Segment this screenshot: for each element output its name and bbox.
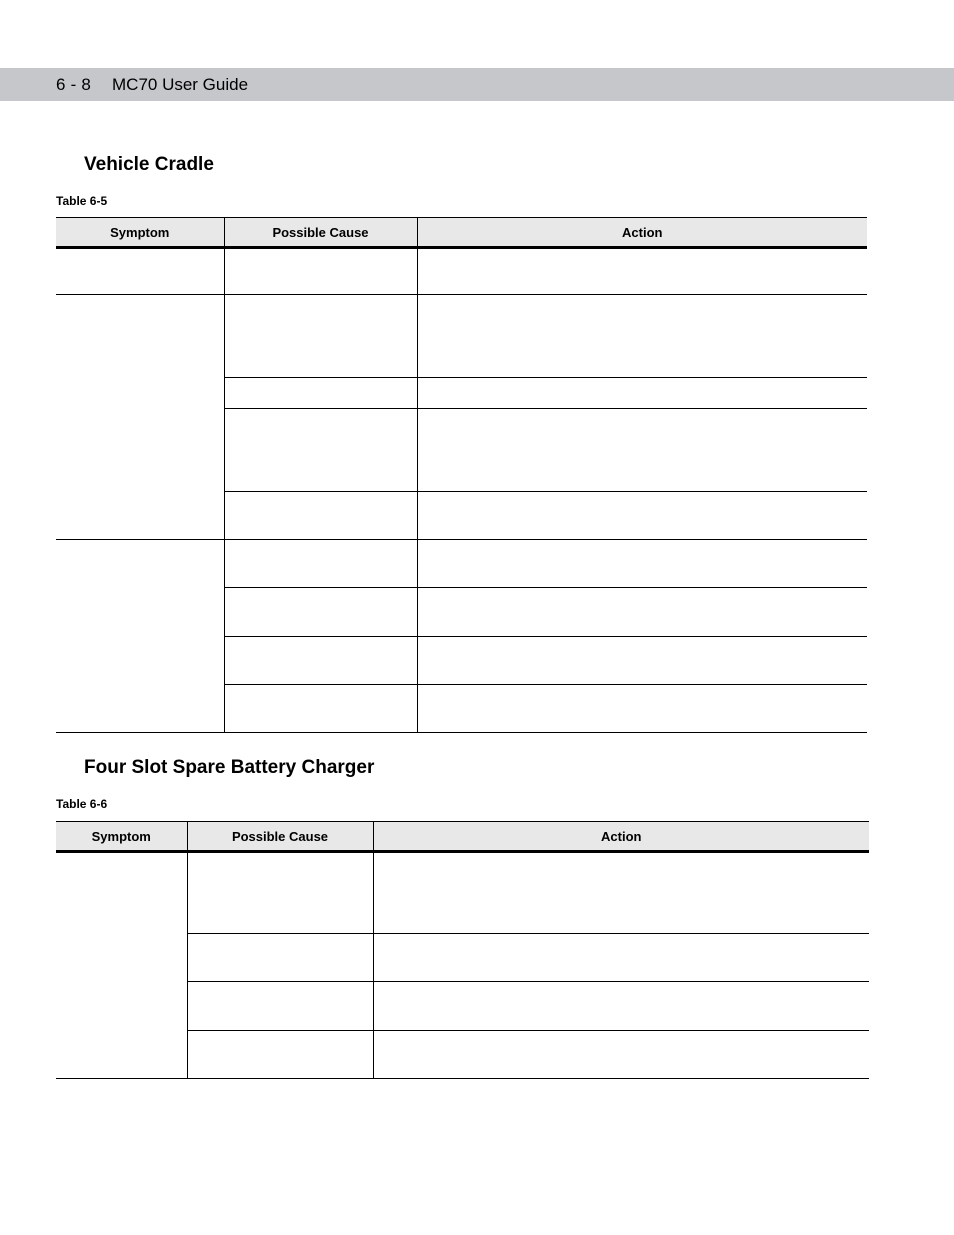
action-cell <box>373 934 869 982</box>
action-cell <box>373 982 869 1031</box>
action-cell <box>373 852 869 934</box>
table-caption-6-5: Table 6-5 <box>56 194 108 208</box>
symptom-cell <box>56 852 187 1079</box>
possible-cause-cell <box>187 982 373 1031</box>
possible-cause-cell <box>224 295 417 378</box>
guide-title: MC70 User Guide <box>112 75 249 94</box>
symptom-cell <box>56 540 224 733</box>
possible-cause-cell <box>224 248 417 295</box>
possible-cause-cell <box>224 637 417 685</box>
section-heading-four-slot-charger: Four Slot Spare Battery Charger <box>84 757 375 778</box>
possible-cause-cell <box>187 852 373 934</box>
column-header-possible-cause: Possible Cause <box>187 822 373 852</box>
action-cell <box>417 378 867 409</box>
table-row <box>56 295 867 378</box>
possible-cause-cell <box>224 685 417 733</box>
column-header-symptom: Symptom <box>56 218 224 248</box>
possible-cause-cell <box>224 378 417 409</box>
page-number: 6 - 8 <box>56 75 92 94</box>
possible-cause-cell <box>224 409 417 492</box>
table-row <box>56 248 867 295</box>
action-cell <box>417 540 867 588</box>
possible-cause-cell <box>187 1031 373 1079</box>
action-cell <box>417 295 867 378</box>
action-cell <box>417 492 867 540</box>
possible-cause-cell <box>187 934 373 982</box>
table-row <box>56 852 869 934</box>
symptom-cell <box>56 248 224 295</box>
table-header-row <box>56 822 869 852</box>
column-header-possible-cause: Possible Cause <box>224 218 417 248</box>
possible-cause-cell <box>224 540 417 588</box>
possible-cause-cell <box>224 588 417 637</box>
action-cell <box>417 409 867 492</box>
action-cell <box>373 1031 869 1079</box>
table-row <box>56 540 867 588</box>
column-header-symptom: Symptom <box>56 822 187 852</box>
four-slot-charger-table <box>56 821 869 1079</box>
column-header-action: Action <box>417 218 867 248</box>
action-cell <box>417 637 867 685</box>
action-cell <box>417 588 867 637</box>
action-cell <box>417 685 867 733</box>
vehicle-cradle-table <box>56 217 867 733</box>
table-caption-6-6: Table 6-6 <box>56 797 108 811</box>
column-header-action: Action <box>373 822 869 852</box>
symptom-cell <box>56 295 224 540</box>
action-cell <box>417 248 867 295</box>
section-heading-vehicle-cradle: Vehicle Cradle <box>84 154 214 175</box>
possible-cause-cell <box>224 492 417 540</box>
table-header-row <box>56 218 867 248</box>
